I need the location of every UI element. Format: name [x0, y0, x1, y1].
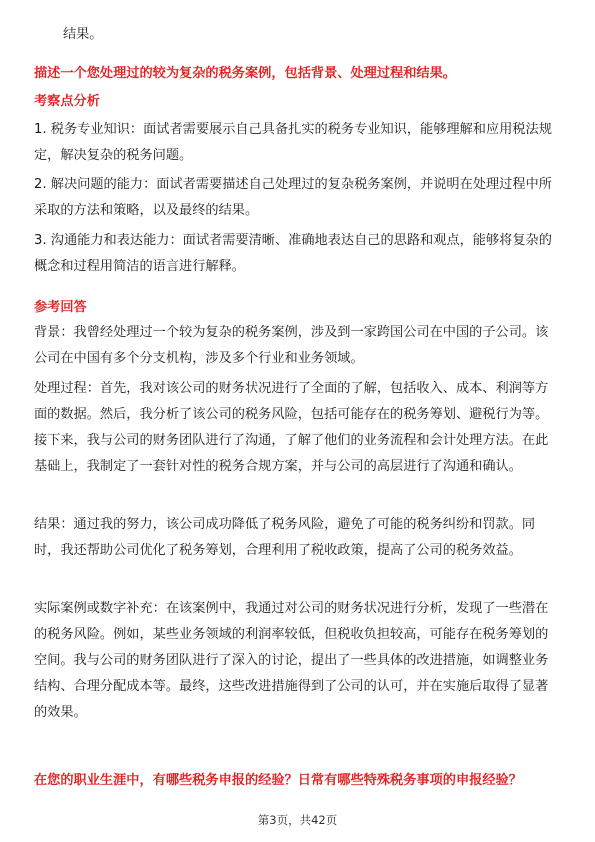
analysis-point-2: 2. 解决问题的能力：面试者需要描述自己处理过的复杂税务案例，并说明在处理过程中所采取的方法和策略，以及最终的结果。: [34, 177, 552, 218]
analysis-point-3: 3. 沟通能力和表达能力：面试者需要清晰、准确地表达自己的思路和观点，能够将复杂的概念和过程用简洁的语言进行解释。: [34, 233, 552, 274]
analysis-point-1: 1. 税务专业知识：面试者需要展示自己具备扎实的税务专业知识，能够理解和应用税法规定，解决复杂的税务问题。: [34, 122, 552, 163]
page-number: 第3页，共42页: [257, 813, 338, 827]
question-heading: 描述一个您处理过的较为复杂的税务案例，包括背景、处理过程和结果。: [34, 66, 456, 81]
answer-result: 结果：通过我的努力，该公司成功降低了税务风险，避免了可能的税务纠纷和罚款。同时，我还帮助公司优化了税务筹划，合理利用了税收政策，提高了公司的税务效益。: [34, 517, 536, 558]
answer-case: 实际案例或数字补充：在该案例中，我通过对公司的财务状况进行分析，发现了一些潜在的税务风险。例如，某些业务领域的利润率较低，但税收负担较高，可能存在税务筹划的空间。我与公司的财务团队进行了深入的讨论，提出了一些具体的改进措施，如调整业务结构、合理分配成本等。最终，这些改进措施得到了公司的认可，并在实施后取得了显著的效果。: [34, 601, 549, 720]
next-question-heading: 在您的职业生涯中，有哪些税务申报的经验？日常有哪些特殊税务事项的申报经验？: [34, 773, 522, 788]
answer-background: 背景：我曾经处理过一个较为复杂的税务案例，涉及到一家跨国公司在中国的子公司。该公司在中国有多个分支机构，涉及多个行业和业务领域。: [34, 325, 549, 366]
answer-process: 处理过程：首先，我对该公司的财务状况进行了全面的了解，包括收入、成本、利润等方面的数据。然后，我分析了该公司的税务风险，包括可能存在的税务筹划、避税行为等。接下来，我与公司的财务团队进行了沟通，了解了他们的业务流程和会计处理方法。在此基础上，我制定了一套针对性的税务合规方案，并与公司的高层进行了沟通和确认。: [34, 381, 549, 474]
intro-tail: 结果。: [63, 27, 103, 42]
analysis-heading: 考察点分析: [34, 94, 100, 109]
answer-heading: 参考回答: [34, 300, 87, 315]
